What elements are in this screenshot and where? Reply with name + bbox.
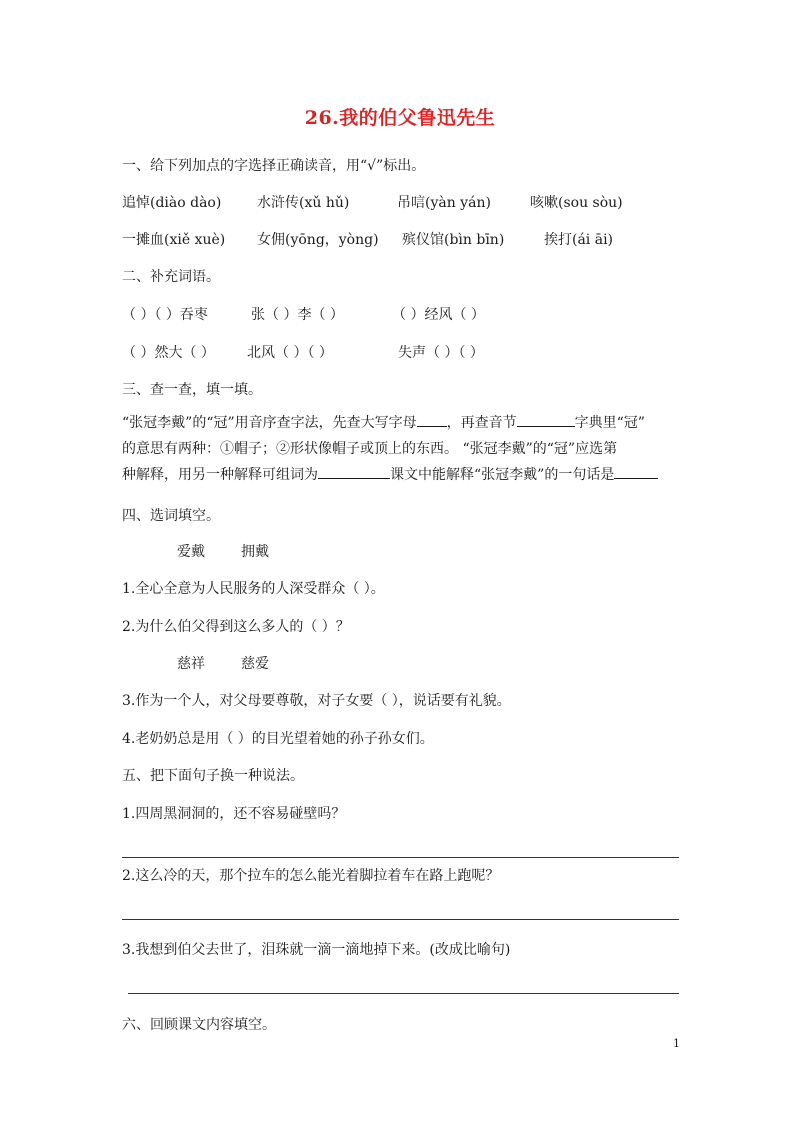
section4-heading: 四、选词填空。 bbox=[122, 508, 220, 524]
section6-heading: 六、回顾课文内容填空。 bbox=[122, 1017, 276, 1033]
pinyin-item: 殡仪馆(bìn bīn) bbox=[402, 232, 505, 248]
pinyin-item: 女佣(yōng，yòng) bbox=[257, 232, 379, 248]
question-item: 1.全心全意为人民服务的人深受群众（ ）。 bbox=[122, 581, 385, 597]
section2-heading: 二、补充词语。 bbox=[122, 269, 220, 285]
pinyin-item: 水浒传(xǔ hǔ) bbox=[257, 195, 350, 211]
section1-heading: 一、给下列加点的字选择正确读音，用“√”标出。 bbox=[122, 158, 426, 174]
idiom-blank: （ ）（ ）吞枣 bbox=[122, 307, 208, 323]
paragraph-text: “张冠李戴”的“冠”用音序查字法，先查大写字母 bbox=[122, 415, 417, 431]
pinyin-item: 追悼(diào dào) bbox=[122, 195, 222, 211]
word-choice: 爱戴 bbox=[177, 544, 205, 560]
answer-blank[interactable] bbox=[318, 464, 390, 479]
question-item: 4.老奶奶总是用（ ）的目光望着她的孙子孙女们。 bbox=[122, 731, 434, 747]
page-title: 26.我的伯父鲁迅先生 bbox=[304, 107, 496, 129]
question-item: 3.作为一个人，对父母要尊敬，对子女要（ ），说话要有礼貌。 bbox=[122, 693, 511, 709]
answer-line[interactable] bbox=[122, 919, 679, 920]
word-choice: 拥戴 bbox=[241, 544, 269, 560]
pinyin-item: 吊唁(yàn yán) bbox=[397, 195, 491, 211]
idiom-blank: （ ）然大（ ） bbox=[122, 345, 215, 361]
word-choice: 慈爱 bbox=[241, 656, 269, 672]
answer-line[interactable] bbox=[128, 993, 679, 994]
section3-heading: 三、查一查，填一填。 bbox=[122, 382, 262, 398]
question-item: 3.我想到伯父去世了，泪珠就一滴一滴地掉下来。(改成比喻句) bbox=[122, 942, 511, 958]
paragraph-text: 字典里“冠” bbox=[574, 415, 645, 431]
paragraph-line: 的意思有两种：①帽子；②形状像帽子或顶上的东西。 “张冠李戴”的“冠”应选第 bbox=[122, 441, 618, 457]
pinyin-item: 咳嗽(sou sòu) bbox=[530, 195, 623, 211]
pinyin-item: 挨打(ái āi) bbox=[544, 232, 614, 248]
paragraph-text: 种解释，用另一种解释可组词为 bbox=[122, 467, 318, 483]
page-number: 1 bbox=[673, 1037, 680, 1050]
paragraph-text: ，再查音节 bbox=[446, 415, 517, 431]
section3-paragraph bbox=[122, 410, 682, 488]
section5-heading: 五、把下面句子换一种说法。 bbox=[122, 768, 304, 784]
paragraph-text: 课文中能解释“张冠李戴”的一句话是 bbox=[390, 467, 615, 483]
answer-blank[interactable] bbox=[614, 464, 658, 479]
paragraph-line bbox=[122, 462, 682, 488]
question-item: 2.这么冷的天，那个拉车的怎么能光着脚拉着车在路上跑呢？ bbox=[122, 868, 500, 884]
idiom-blank: （ ）经风（ ） bbox=[392, 307, 485, 323]
paragraph-line bbox=[122, 410, 682, 436]
answer-blank[interactable] bbox=[417, 412, 447, 427]
question-item: 2.为什么伯父得到这么多人的（ ）？ bbox=[122, 619, 350, 635]
answer-blank[interactable] bbox=[517, 412, 575, 427]
idiom-blank: 北风（ ）（ ） bbox=[247, 345, 333, 361]
idiom-blank: 张（ ）李（ ） bbox=[251, 307, 344, 323]
word-choice: 慈祥 bbox=[177, 656, 205, 672]
question-item: 1.四周黑洞洞的，还不容易碰壁吗？ bbox=[122, 806, 346, 822]
pinyin-item: 一摊血(xiě xuè) bbox=[122, 232, 226, 248]
idiom-blank: 失声（ ）（ ） bbox=[398, 345, 484, 361]
answer-line[interactable] bbox=[122, 857, 679, 858]
